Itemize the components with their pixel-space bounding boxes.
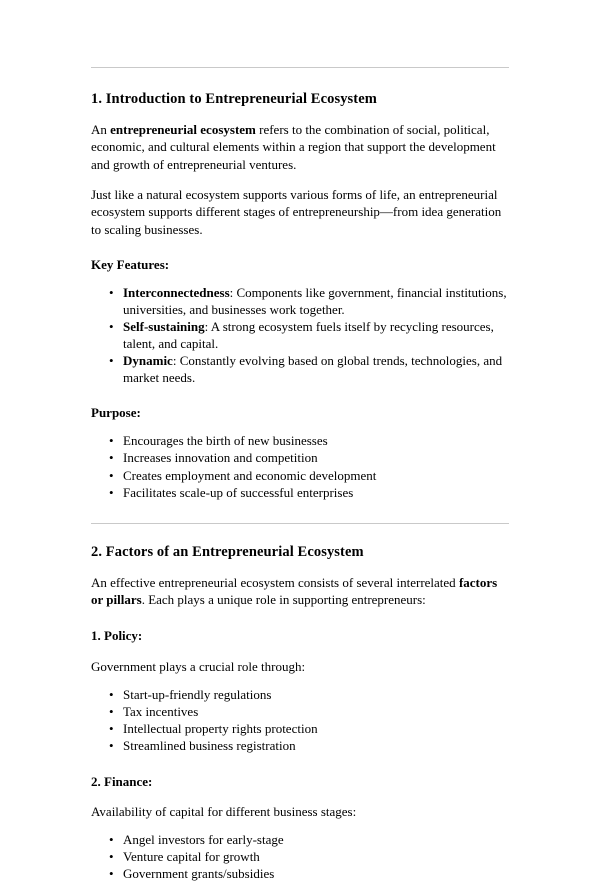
document-page (0, 67, 600, 882)
policy-intro-text: Government plays a crucial role through: (91, 658, 306, 674)
intro-paragraph-2: Just like a natural ecosystem supports various forms of life, an entrepreneurial ecosystem supports different stages of entrepreneurship—from idea generation to scaling businesses. (91, 186, 502, 237)
key-feature-desc: : A strong ecosystem fuels itself by recycling resources, talent, and capital. (123, 319, 494, 352)
list-item (91, 484, 509, 501)
policy-item-text: Start-up-friendly regulations (123, 686, 272, 702)
bullet-icon: • (109, 832, 114, 848)
section-heading-factors: 2. Factors of an Entrepreneurial Ecosystem (91, 543, 364, 560)
section-divider-middle (91, 523, 509, 524)
key-feature-term: Interconnectedness (123, 285, 230, 301)
finance-list (91, 831, 509, 882)
subsection-heading-policy: 1. Policy: (91, 628, 143, 644)
list-item (91, 865, 509, 882)
key-features-list (91, 284, 509, 386)
bullet-icon: • (109, 703, 114, 719)
purpose-list (91, 432, 509, 500)
document-content (91, 67, 509, 882)
bullet-icon: • (109, 737, 114, 753)
intro-paragraph-1-bold-term: entrepreneurial ecosystem (110, 122, 256, 138)
list-item (91, 703, 509, 720)
list-item (91, 686, 509, 703)
list-item (91, 720, 509, 737)
bullet-icon: • (109, 433, 114, 449)
list-item (91, 449, 509, 466)
subsection-heading-finance: 2. Finance: (91, 773, 153, 789)
policy-item-text: Streamlined business registration (123, 737, 296, 753)
purpose-item-text: Encourages the birth of new businesses (123, 433, 328, 449)
list-item (91, 284, 509, 318)
purpose-item-text: Increases innovation and competition (123, 450, 318, 466)
bullet-icon: • (109, 285, 114, 301)
list-item (91, 318, 509, 352)
key-feature-desc: : Constantly evolving based on global trends, technologies, and market needs. (123, 353, 503, 386)
list-item (91, 831, 509, 848)
bullet-icon: • (109, 319, 114, 335)
bullet-icon: • (109, 720, 114, 736)
bullet-icon: • (109, 686, 114, 702)
key-feature-term: Self-sustaining (123, 319, 205, 335)
finance-item-text: Venture capital for growth (123, 849, 260, 865)
list-item (91, 432, 509, 449)
list-item (91, 352, 509, 386)
list-item (91, 848, 509, 865)
factors-intro-paragraph (91, 574, 509, 609)
intro-paragraph-1-post: refers to the combination of social, political, economic, and cultural elements within a region that support the development and growth of entrepreneurial ventures. (91, 122, 496, 172)
section-divider-top (91, 67, 509, 68)
policy-item-text: Tax incentives (123, 703, 199, 719)
key-feature-term: Dynamic (123, 353, 173, 369)
purpose-label: Purpose: (91, 405, 141, 421)
policy-item-text: Intellectual property rights protection (123, 720, 318, 736)
purpose-item-text: Facilitates scale-up of successful enterprises (123, 484, 354, 500)
bullet-icon: • (109, 467, 114, 483)
key-features-label: Key Features: (91, 256, 170, 272)
factors-intro-post: . Each plays a unique role in supporting entrepreneurs: (141, 591, 426, 607)
bullet-icon: • (109, 484, 114, 500)
intro-paragraph-1 (91, 121, 509, 173)
bullet-icon: • (109, 849, 114, 865)
bullet-icon: • (109, 866, 114, 882)
finance-item-text: Angel investors for early-stage (123, 832, 284, 848)
bullet-icon: • (109, 450, 114, 466)
bullet-icon: • (109, 353, 114, 369)
list-item (91, 737, 509, 754)
list-item (91, 467, 509, 484)
key-feature-desc: : Components like government, financial institutions, universities, and businesses work together. (123, 285, 507, 318)
factors-intro-bold-term: factors or pillars (91, 574, 498, 607)
policy-list (91, 686, 509, 754)
purpose-item-text: Creates employment and economic development (123, 467, 377, 483)
finance-item-text: Government grants/subsidies (123, 866, 275, 882)
factors-intro-pre: An effective entrepreneurial ecosystem consists of several interrelated (91, 574, 459, 590)
finance-intro-text: Availability of capital for different business stages: (91, 804, 357, 820)
section-heading-introduction: 1. Introduction to Entrepreneurial Ecosystem (91, 91, 377, 107)
intro-paragraph-1-pre: An (91, 122, 111, 138)
